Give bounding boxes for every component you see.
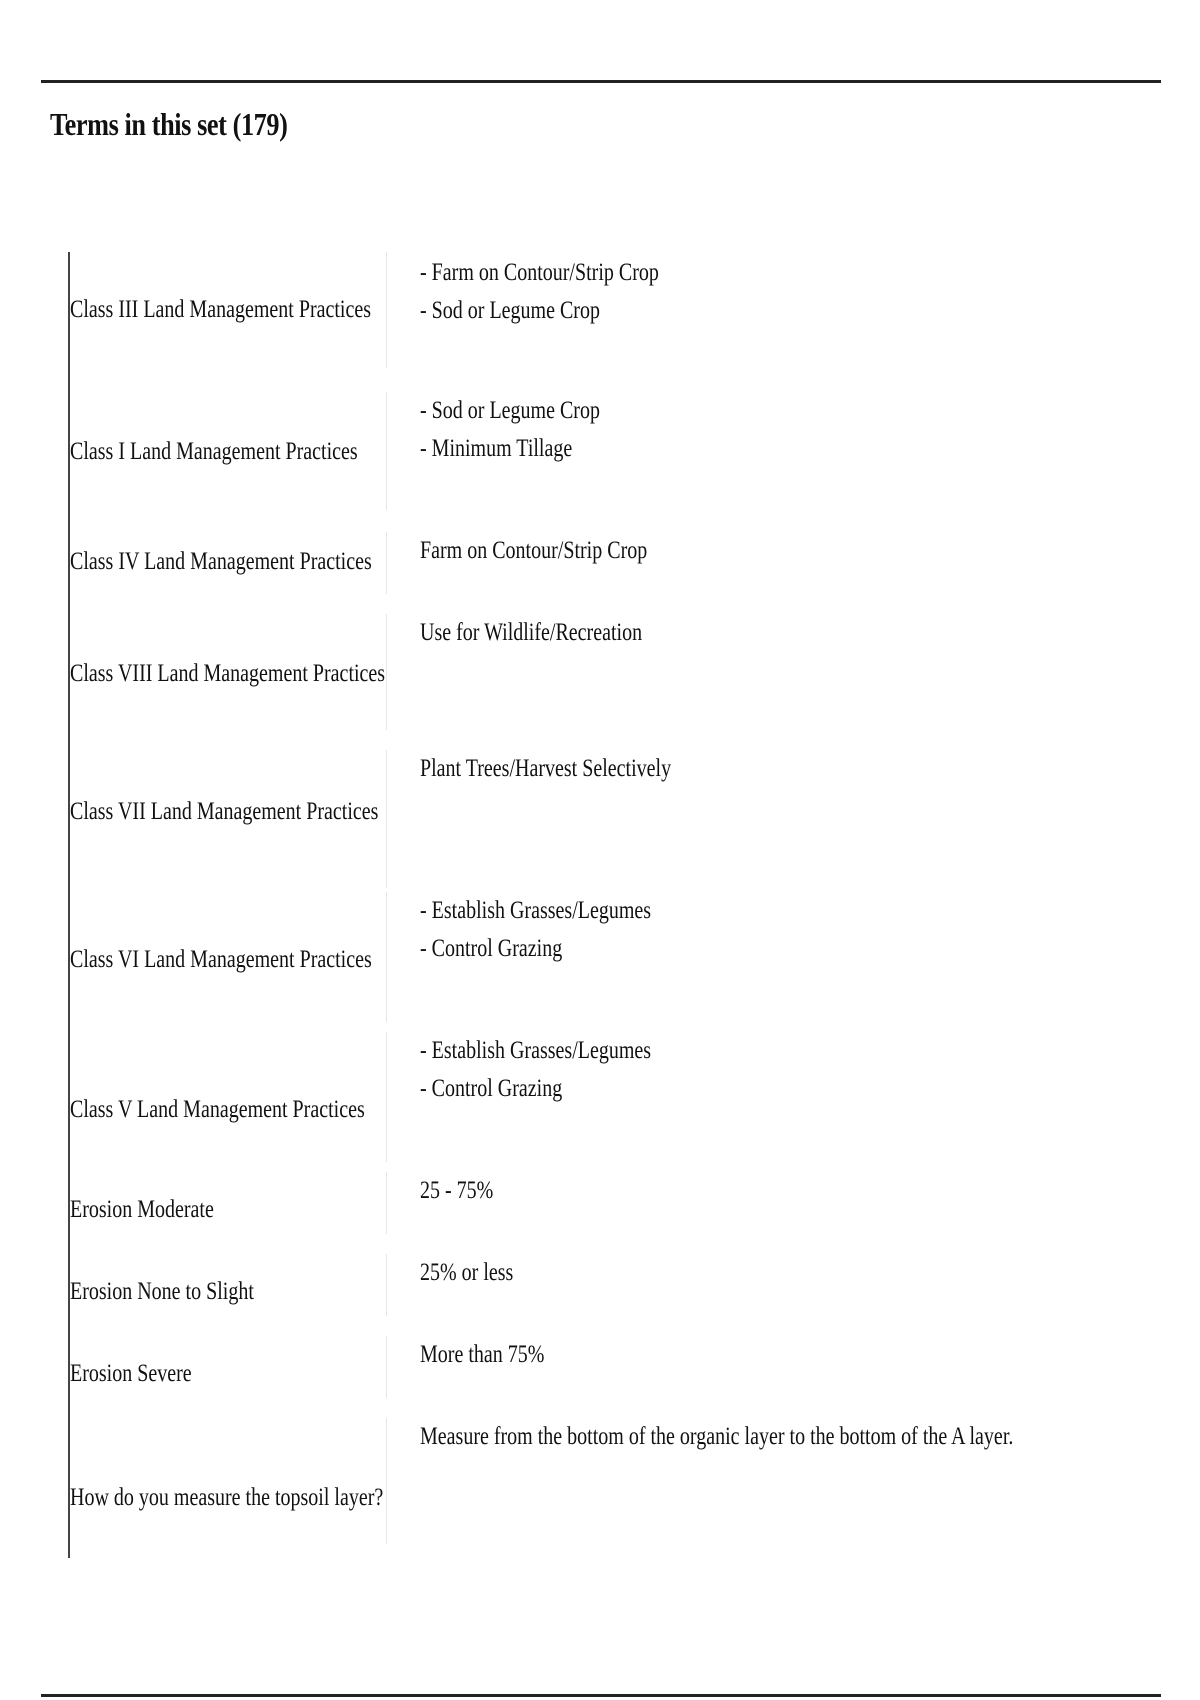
term-label: How do you measure the topsoil layer?	[70, 1484, 384, 1511]
definition-text	[420, 614, 1060, 652]
term-row	[70, 1032, 1070, 1162]
column-divider	[386, 1418, 387, 1544]
term-label: Erosion Moderate	[70, 1196, 214, 1223]
term-text	[70, 1478, 386, 1518]
column-divider	[386, 892, 387, 1022]
term-text	[70, 1190, 386, 1230]
definition-line: - Sod or Legume Crop	[420, 397, 600, 424]
column-divider	[386, 392, 387, 510]
column-divider	[386, 750, 387, 888]
term-row	[70, 1172, 1070, 1234]
term-text	[70, 542, 386, 582]
column-divider	[386, 1172, 387, 1234]
term-text	[70, 940, 386, 980]
definition-text	[420, 254, 1060, 330]
term-row	[70, 1418, 1070, 1544]
term-row	[70, 750, 1070, 888]
term-row	[70, 392, 1070, 510]
term-text	[70, 792, 386, 832]
term-text	[70, 1354, 386, 1394]
term-text	[70, 290, 386, 330]
column-divider	[386, 1336, 387, 1398]
term-text	[70, 432, 386, 472]
definition-line: - Control Grazing	[420, 1075, 563, 1102]
term-text	[70, 1272, 386, 1312]
term-label: Class VI Land Management Practices	[70, 946, 372, 973]
definition-line: Use for Wildlife/Recreation	[420, 619, 643, 646]
definition-text	[420, 750, 1060, 788]
definition-text	[420, 1172, 1060, 1210]
column-divider	[386, 1254, 387, 1316]
term-text	[70, 654, 386, 694]
definition-line: - Establish Grasses/Legumes	[420, 1037, 652, 1064]
term-row	[70, 614, 1070, 730]
column-divider	[386, 614, 387, 730]
term-label: Class IV Land Management Practices	[70, 548, 372, 575]
definition-text	[420, 1418, 1060, 1456]
definition-line: Plant Trees/Harvest Selectively	[420, 755, 672, 782]
term-row	[70, 892, 1070, 1022]
definition-text	[420, 1032, 1060, 1108]
column-divider	[386, 1032, 387, 1162]
term-row	[70, 532, 1070, 594]
bottom-divider	[41, 1694, 1161, 1697]
term-row	[70, 252, 1070, 368]
column-divider	[386, 532, 387, 594]
definition-line: More than 75%	[420, 1341, 545, 1368]
term-label: Class I Land Management Practices	[70, 438, 358, 465]
term-label: Class V Land Management Practices	[70, 1096, 365, 1123]
definition-line: - Control Grazing	[420, 935, 563, 962]
definition-text	[420, 532, 1060, 570]
term-label: Class VIII Land Management Practices	[70, 660, 386, 687]
definition-line: Measure from the bottom of the organic layer to the bottom of the A layer.	[420, 1423, 1014, 1450]
term-row	[70, 1254, 1070, 1316]
definition-line: - Establish Grasses/Legumes	[420, 897, 652, 924]
terms-set-heading: Terms in this set (179)	[50, 106, 288, 142]
definition-text	[420, 392, 1060, 468]
definition-text	[420, 1336, 1060, 1374]
top-divider	[41, 80, 1161, 83]
definition-text	[420, 892, 1060, 968]
term-label: Class III Land Management Practices	[70, 296, 372, 323]
term-row	[70, 1336, 1070, 1398]
definition-line: Farm on Contour/Strip Crop	[420, 537, 648, 564]
column-divider	[386, 252, 387, 368]
definition-line: - Farm on Contour/Strip Crop	[420, 259, 659, 286]
term-label: Class VII Land Management Practices	[70, 798, 379, 825]
term-text	[70, 1090, 386, 1130]
term-label: Erosion Severe	[70, 1360, 192, 1387]
definition-line: - Sod or Legume Crop	[420, 297, 600, 324]
term-label: Erosion None to Slight	[70, 1278, 254, 1305]
definition-line: - Minimum Tillage	[420, 435, 573, 462]
definition-text	[420, 1254, 1060, 1292]
definition-line: 25% or less	[420, 1259, 514, 1286]
terms-table	[68, 252, 1070, 1558]
definition-line: 25 - 75%	[420, 1177, 494, 1204]
